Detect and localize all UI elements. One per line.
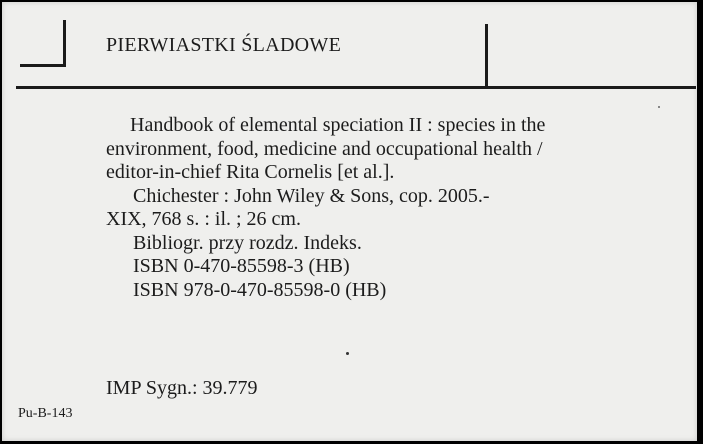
corner-mark-horizontal <box>20 64 66 67</box>
extent-line: XIX, 768 s. : il. ; 26 cm. <box>106 208 301 230</box>
title-line-3: editor-in-chief Rita Cornelis [et al.]. <box>106 161 395 183</box>
publication-line: Chichester : John Wiley & Sons, cop. 2005.- <box>133 184 490 207</box>
header-divider-horizontal <box>16 86 696 89</box>
title-line-2: environment, food, medicine and occupational health / <box>106 137 543 160</box>
isbn-line-2: ISBN 978-0-470-85598-0 (HB) <box>133 278 387 301</box>
catalog-code: Pu-B-143 <box>18 406 73 421</box>
catalog-card <box>2 2 697 441</box>
speck <box>346 352 349 355</box>
speck <box>658 106 660 108</box>
header-divider-vertical <box>485 24 488 87</box>
corner-mark-vertical <box>63 20 66 67</box>
shelfmark: IMP Sygn.: 39.779 <box>106 377 258 399</box>
title-line-1: Handbook of elemental speciation II : species in the <box>130 114 546 136</box>
subject-heading: PIERWIASTKI ŚLADOWE <box>106 34 342 56</box>
notes-line: Bibliogr. przy rozdz. Indeks. <box>133 231 362 254</box>
isbn-line-1: ISBN 0-470-85598-3 (HB) <box>133 255 350 277</box>
bibliographic-description <box>106 114 666 302</box>
